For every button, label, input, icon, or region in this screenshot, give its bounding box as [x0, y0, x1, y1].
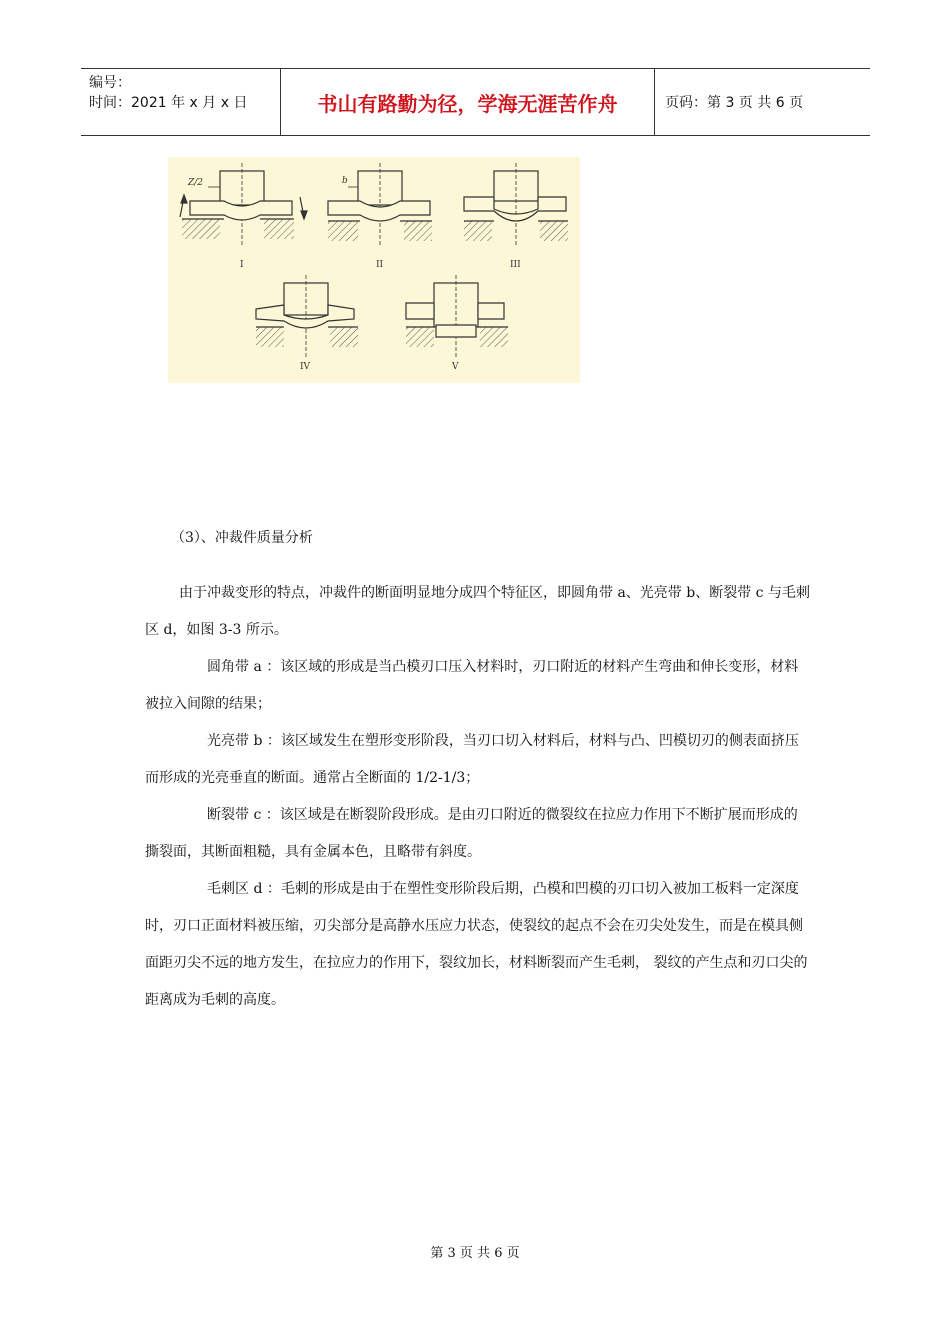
doc-date-label: 时间：2021 年 x 月 x 日 — [89, 95, 248, 111]
body-text — [145, 575, 810, 1019]
header-motto: 书山有路勤为径，学海无涯苦作舟 — [281, 69, 655, 135]
section-title: （3）、冲裁件质量分析 — [171, 530, 313, 546]
label-stage-5: V — [452, 362, 459, 372]
paragraph-intro: 由于冲裁变形的特点，冲裁件的断面明显地分成四个特征区，即圆角带 a、光亮带 b、断裂带 c 与毛刺区 d，如图 3-3 所示。 — [145, 585, 810, 638]
doc-number-label: 编号： — [89, 75, 131, 91]
label-stage-4: IV — [300, 362, 311, 372]
stage-1-diagram — [180, 163, 307, 247]
page-footer: 第 3 页 共 6 页 — [430, 1246, 520, 1261]
label-b: b — [342, 176, 348, 186]
header-left-cell — [81, 69, 281, 135]
paragraph-zone-c: 断裂带 c ：该区域是在断裂阶段形成。是由刃口附近的微裂纹在拉应力作用下不断扩展而形成的撕裂面，其断面粗糙，具有金属本色，且略带有斜度。 — [145, 807, 798, 860]
paragraph-zone-a: 圆角带 a ：该区域的形成是当凸模刃口压入材料时，刃口附近的材料产生弯曲和伸长变形，材料被拉入间隙的结果； — [145, 659, 799, 712]
paragraph-zone-d: 毛刺区 d ：毛刺的形成是由于在塑性变形阶段后期，凸模和凹模的刃口切入被加工板料一定深度时，刃口正面材料被压缩，刃尖部分是高静水压应力状态，使裂纹的起点不会在刃尖处发生，而是在模具侧面距刃尖不远的地方发生，在拉应力的作用下，裂纹加长，材料断裂而产生毛刺， 裂纹的产生点和刃口尖的距离成为毛刺的高度。 — [145, 881, 808, 1008]
stage-5-diagram — [406, 275, 508, 357]
label-stage-1: I — [240, 260, 244, 270]
header-table — [81, 68, 870, 136]
label-z2: Z/2 — [188, 178, 204, 188]
header-page-info: 页码：第 3 页 共 6 页 — [665, 95, 804, 111]
label-stage-3: III — [510, 260, 521, 270]
label-stage-2: II — [376, 260, 384, 270]
paragraph-zone-b: 光亮带 b ：该区域发生在塑形变形阶段，当刃口切入材料后，材料与凸、凹模切刃的侧表面挤压而形成的光亮垂直的断面。通常占全断面的 1/2-1/3； — [145, 733, 799, 786]
stage-4-diagram — [256, 275, 358, 357]
punching-stages-figure — [168, 157, 580, 383]
stage-3-diagram — [464, 163, 568, 247]
